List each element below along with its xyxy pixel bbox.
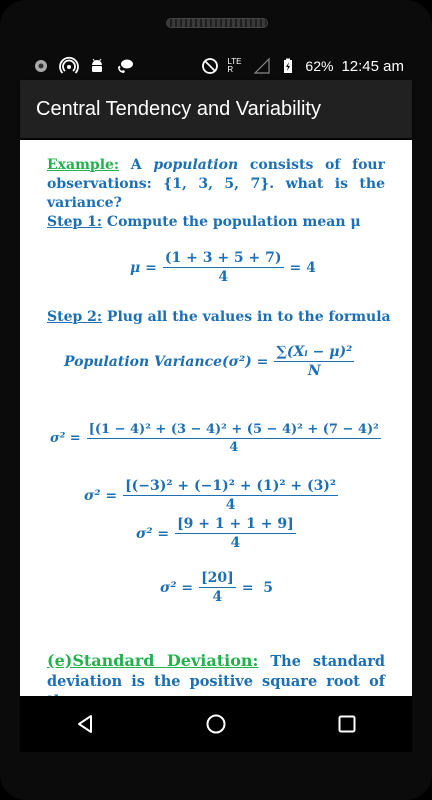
equation-4-rhs: = 5 <box>241 579 274 596</box>
step1-text: Compute the population mean μ <box>102 214 361 230</box>
lte-indicator: LTE R <box>227 57 242 74</box>
back-icon <box>74 713 96 735</box>
population-word: population <box>153 157 239 173</box>
variance-fraction <box>274 344 354 379</box>
battery-percent: 62% <box>305 58 334 74</box>
no-signal-icon <box>253 57 271 75</box>
equation-3 <box>136 516 296 551</box>
step2-line <box>47 309 391 325</box>
speaker-grille <box>166 18 268 28</box>
variance-numerator: ∑(Xᵢ − μ)² <box>276 344 353 360</box>
mean-lhs: μ = <box>130 259 157 276</box>
equation-4-fraction <box>199 570 236 605</box>
mean-equation <box>130 250 316 285</box>
home-button[interactable] <box>192 700 240 748</box>
example-text: A <box>119 157 154 173</box>
equation-1-lhs: σ² = <box>50 431 81 446</box>
recents-button[interactable] <box>323 700 371 748</box>
mean-denominator: 4 <box>218 269 229 285</box>
equation-3-lhs: σ² = <box>136 525 170 542</box>
step1-label: Step 1: <box>47 214 103 230</box>
equation-3-denominator: 4 <box>230 535 241 551</box>
equation-4 <box>160 570 273 605</box>
clock-time: 12:45 am <box>341 57 404 75</box>
back-button[interactable] <box>61 700 109 748</box>
equation-4-numerator: [20] <box>201 570 234 586</box>
mean-numerator: (1 + 3 + 5 + 7) <box>164 250 282 266</box>
app-toolbar <box>20 80 412 138</box>
example-paragraph <box>47 156 385 213</box>
android-icon <box>88 57 106 75</box>
equation-1-denominator: 4 <box>229 440 239 455</box>
step2-label: Step 2: <box>47 309 103 325</box>
example-label: Example: <box>47 157 120 173</box>
step2-text: Plug all the values in to the formula <box>102 309 391 325</box>
example-block <box>47 156 385 232</box>
example-text-rest: consists of four observations: {1, 3, 5, 7}. what is the variance? <box>47 157 385 211</box>
equation-1-fraction <box>87 422 381 455</box>
phone-chat-icon <box>116 57 134 75</box>
equation-2-lhs: σ² = <box>84 487 118 504</box>
equation-2 <box>84 478 338 513</box>
equation-4-denominator: 4 <box>212 589 223 605</box>
equation-1-numerator: [(1 − 4)² + (3 − 4)² + (5 − 4)² + (7 − 4)² <box>88 422 379 437</box>
navigation-bar <box>20 696 412 752</box>
mean-fraction <box>163 250 284 285</box>
equation-2-denominator: 4 <box>225 497 236 513</box>
standard-deviation-heading: (e)Standard Deviation: <box>47 651 259 670</box>
equation-4-lhs: σ² = <box>160 579 194 596</box>
equation-2-numerator: [(−3)² + (−1)² + (1)² + (3)² <box>125 478 337 494</box>
variance-denominator: N <box>307 363 321 379</box>
home-icon <box>205 713 227 735</box>
equation-3-numerator: [9 + 1 + 1 + 9] <box>177 516 294 532</box>
equation-2-fraction <box>123 478 338 513</box>
battery-icon <box>279 57 297 75</box>
mean-rhs: = 4 <box>289 259 316 276</box>
variance-formula <box>64 344 354 379</box>
equation-3-fraction <box>175 516 296 551</box>
status-bar <box>20 52 412 80</box>
standard-deviation-text: The standard deviation is the positive square root of <box>47 653 386 690</box>
do-not-disturb-icon <box>201 57 219 75</box>
hotspot-icon <box>60 57 78 75</box>
lesson-content[interactable] <box>20 140 412 696</box>
step1-line <box>47 213 385 232</box>
recents-icon <box>336 713 358 735</box>
page-title: Central Tendency and Variability <box>36 97 321 120</box>
variance-lhs: Population Variance(σ²) = <box>64 353 269 370</box>
equation-1 <box>50 422 381 455</box>
camera-dot-icon <box>32 57 50 75</box>
